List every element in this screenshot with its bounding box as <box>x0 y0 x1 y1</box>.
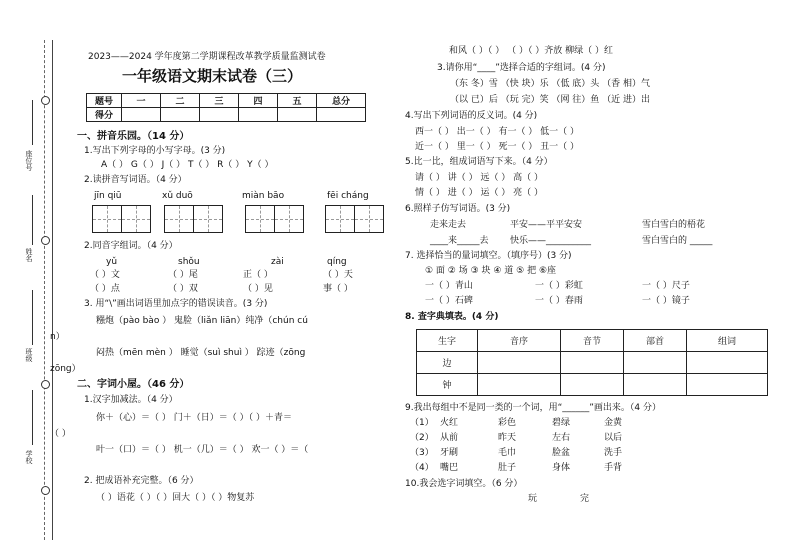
score-cell: 四 <box>239 94 278 108</box>
list-item-word[interactable]: 身体 <box>552 463 571 473</box>
question-1-4: 3. 用“\”画出词语里加点字的错误读音。(3 分) <box>84 299 268 309</box>
choose-row-2[interactable]: （以 已）后 （玩 完）笑 （网 往）鱼 （近 进）出 <box>450 95 651 105</box>
list-item-word[interactable]: 手背 <box>604 463 623 473</box>
pronunciation-line-2[interactable]: 闷热（mēn mèn ） 睡觉（suì shuì ） 踪迹（zōng <box>96 348 306 358</box>
measure-blank[interactable]: 一（ ）石碑 <box>425 296 473 306</box>
dict-input-cell[interactable] <box>561 352 624 374</box>
list-item-word[interactable]: 碧绿 <box>552 418 571 428</box>
letters-line[interactable]: A（ ） G（ ） J（ ） T（ ） R（ ） Y（ ） <box>101 160 274 170</box>
score-cell: 题号 <box>87 94 122 108</box>
dict-header: 组词 <box>687 330 768 352</box>
list-item-word[interactable]: 肚子 <box>498 463 517 473</box>
score-cell: 总分 <box>317 94 366 108</box>
question-4: 4.写出下列词语的反义词。(4 分) <box>405 111 538 121</box>
binding-hole <box>41 486 50 495</box>
choice-word: 完 <box>580 494 590 504</box>
question-3: 3.请你用“____”选择合适的字组词。(4 分) <box>437 63 606 73</box>
measure-blank[interactable]: 一（ ）镜子 <box>642 296 690 306</box>
dictionary-row <box>417 374 768 396</box>
list-item-word[interactable]: 牙刷 <box>440 448 459 458</box>
score-input-cell[interactable] <box>161 108 200 122</box>
list-item-num: （4） <box>410 463 434 473</box>
homophone-blank[interactable]: （ ）见 <box>243 284 273 294</box>
compare-row-2[interactable]: 情（ ） 进（ ） 运（ ） 亮（ ） <box>415 188 544 198</box>
seat-number-label: 座位号 <box>25 150 33 171</box>
score-input-cell[interactable] <box>278 108 317 122</box>
homophone-blank[interactable]: 事（ ） <box>323 284 353 294</box>
question-9: 9.我出每组中不是同一类的一个词，用“______”画出来。（4 分） <box>405 403 662 413</box>
score-input-cell[interactable] <box>239 108 278 122</box>
binding-hole <box>41 96 50 105</box>
school-year-line: 2023——2024 学年度第二学期课程改革教学质量监测试卷 <box>88 52 326 62</box>
pinyin-3: miàn bāo <box>242 191 285 201</box>
homophone-pinyin-2: shǒu <box>178 257 200 267</box>
pinyin-1: jīn qiū <box>94 191 122 201</box>
writing-grid[interactable] <box>164 205 223 233</box>
measure-blank[interactable]: 一（ ）春雨 <box>535 296 583 306</box>
imitate-example-1: 走来走去 <box>430 220 467 230</box>
homophone-pinyin-1: yǔ <box>106 257 118 267</box>
question-10: 10.我会选字词填空。（6 分） <box>405 479 523 489</box>
homophone-pinyin-3: zài <box>271 257 284 267</box>
homophone-blank[interactable]: 正（ ） <box>243 270 273 280</box>
measure-blank[interactable]: 一（ ）尺子 <box>642 281 690 291</box>
score-cell: 三 <box>200 94 239 108</box>
list-item-word[interactable]: 昨天 <box>498 433 517 443</box>
dict-input-cell[interactable] <box>624 374 687 396</box>
pronunciation-line-1-cont: n） <box>50 332 65 342</box>
idiom-line[interactable]: （ ）语花（ ）（ ）回大（ ）（ ）物复苏 <box>96 493 255 503</box>
measure-word-options: ① 面 ② 场 ③ 块 ④ 道 ⑤ 把 ⑥座 <box>425 266 557 276</box>
dict-header: 音节 <box>561 330 624 352</box>
imitate-example-3: 雪白雪白的梧花 <box>642 220 706 230</box>
score-cell: 二 <box>161 94 200 108</box>
dictionary-table <box>416 329 768 396</box>
list-item-word[interactable]: 洗手 <box>604 448 623 458</box>
idiom-line-cont[interactable]: 和风（ ）（ ） （ ）（ ）齐放 柳绿（ ）红 <box>449 46 614 56</box>
name-blank[interactable] <box>32 195 33 245</box>
homophone-blank[interactable]: （ ）天 <box>323 270 353 280</box>
question-8: 8. 查字典填表。(4 分) <box>405 312 499 322</box>
measure-blank[interactable]: 一（ ）彩虹 <box>535 281 583 291</box>
section-1-heading: 一、拼音乐园。（14 分） <box>77 131 190 142</box>
compare-row-1[interactable]: 请（ ） 讲（ ） 远（ ） 高（ ） <box>415 173 544 183</box>
homophone-blank[interactable]: （ ）双 <box>168 284 198 294</box>
page-title: 一年级语文期末试卷（三） <box>122 67 303 85</box>
class-blank[interactable] <box>32 290 33 345</box>
question-1-3: 2.同音字组词。（4 分） <box>84 241 178 251</box>
dict-character: 钟 <box>417 374 478 396</box>
list-item-word[interactable]: 嘴巴 <box>440 463 459 473</box>
writing-grid[interactable] <box>325 205 384 233</box>
pronunciation-line-2-cont: zōng） <box>50 364 81 374</box>
score-table <box>86 93 366 122</box>
antonym-row-1[interactable]: 西一（ ） 出一（ ） 有一（ ） 低一（ ） <box>415 127 580 137</box>
question-2-1: 1.汉字加减法。（4 分） <box>84 395 178 405</box>
character-math-line-2[interactable]: 叶一（口）＝（ ） 机一（几）＝（ ） 欢一（ ）＝（ <box>96 445 309 455</box>
dictionary-header-row <box>417 330 768 352</box>
question-7: 7. 选择恰当的量词填空。（填序号）(3 分) <box>405 251 572 261</box>
dict-input-cell[interactable] <box>624 352 687 374</box>
dict-header: 部首 <box>624 330 687 352</box>
dictionary-row <box>417 352 768 374</box>
binding-hole <box>41 236 50 245</box>
question-5: 5.比一比，组成词语写下来。（4 分） <box>405 157 553 167</box>
school-label: 学校 <box>25 450 33 464</box>
character-math-line-1[interactable]: 你＋（心）＝（ ） 门＋（日）＝（ ）（ ）＋青＝ <box>96 413 292 423</box>
school-blank[interactable] <box>32 390 33 445</box>
homophone-blank[interactable]: （ ）文 <box>90 270 120 280</box>
homophone-blank[interactable]: （ ）点 <box>90 284 120 294</box>
score-cell: 得分 <box>87 108 122 122</box>
imitate-blank-3[interactable]: 雪白雪白的 _____ <box>642 236 713 246</box>
score-input-cell[interactable] <box>317 108 366 122</box>
dict-character: 边 <box>417 352 478 374</box>
question-1-2: 2.读拼音写词语。（4 分） <box>84 175 187 185</box>
imitate-example-2: 平安——平平安安 <box>510 220 583 230</box>
pinyin-2: xǔ duō <box>162 191 193 201</box>
seat-number-blank[interactable] <box>32 100 33 145</box>
cut-line <box>52 40 53 540</box>
score-input-cell[interactable] <box>200 108 239 122</box>
list-item-word[interactable]: 火红 <box>440 418 459 428</box>
measure-blank[interactable]: 一（ ）青山 <box>425 281 473 291</box>
dict-input-cell[interactable] <box>687 352 768 374</box>
choose-row-1[interactable]: （东 冬）雪 （快 块）乐 （低 底）头 （香 相）气 <box>450 79 651 89</box>
list-item-word[interactable]: 彩色 <box>498 418 517 428</box>
choice-word: 玩 <box>528 494 538 504</box>
imitate-blank-1[interactable]: ____来_____去 <box>430 236 489 246</box>
writing-grid[interactable] <box>245 205 304 233</box>
list-item-word[interactable]: 毛巾 <box>498 448 517 458</box>
score-input-cell[interactable] <box>122 108 161 122</box>
homophone-blank[interactable]: （ ）尾 <box>168 270 198 280</box>
question-2-2: 2. 把成语补充完整。（6 分） <box>84 476 199 486</box>
list-item-num: （1） <box>410 418 434 428</box>
list-item-word[interactable]: 以后 <box>604 433 623 443</box>
homophone-pinyin-4: qíng <box>327 257 347 267</box>
antonym-row-2[interactable]: 近一（ ） 里一（ ） 死一（ ） 丑一（ ） <box>415 142 580 152</box>
dict-header: 生字 <box>417 330 478 352</box>
section-2-heading: 二、字词小屋。（46 分） <box>77 379 190 390</box>
dict-input-cell[interactable] <box>561 374 624 396</box>
name-label: 姓名 <box>25 248 33 262</box>
question-6: 6.照样子仿写词语。(3 分) <box>405 204 511 214</box>
pronunciation-line-1[interactable]: 糨炮（pào bào ） 鬼脸（liǎn liān）纯净（chún cú <box>96 316 308 326</box>
dict-input-cell[interactable] <box>687 374 768 396</box>
binding-strip <box>0 0 70 560</box>
score-cell: 五 <box>278 94 317 108</box>
pinyin-4: fēi cháng <box>327 191 369 201</box>
dict-input-cell[interactable] <box>478 352 561 374</box>
list-item-word[interactable]: 脸盆 <box>552 448 571 458</box>
score-table-score-row <box>87 108 366 122</box>
dict-header: 音序 <box>478 330 561 352</box>
character-math-line-1-cont[interactable]: （ ） <box>50 429 71 439</box>
score-cell: 一 <box>122 94 161 108</box>
score-table-header-row <box>87 94 366 108</box>
dict-input-cell[interactable] <box>478 374 561 396</box>
imitate-blank-2[interactable]: 快乐——__________ <box>510 236 592 246</box>
list-item-num: （3） <box>410 448 434 458</box>
question-1-1: 1.写出下列字母的小写字母。(3 分) <box>84 146 226 156</box>
list-item-word[interactable]: 金黄 <box>604 418 623 428</box>
list-item-word[interactable]: 从前 <box>440 433 459 443</box>
binding-hole <box>41 380 50 389</box>
class-label: 班级 <box>25 348 33 362</box>
list-item-num: （2） <box>410 433 434 443</box>
writing-grid[interactable] <box>92 205 151 233</box>
fold-line <box>44 40 45 540</box>
list-item-word[interactable]: 左右 <box>552 433 571 443</box>
